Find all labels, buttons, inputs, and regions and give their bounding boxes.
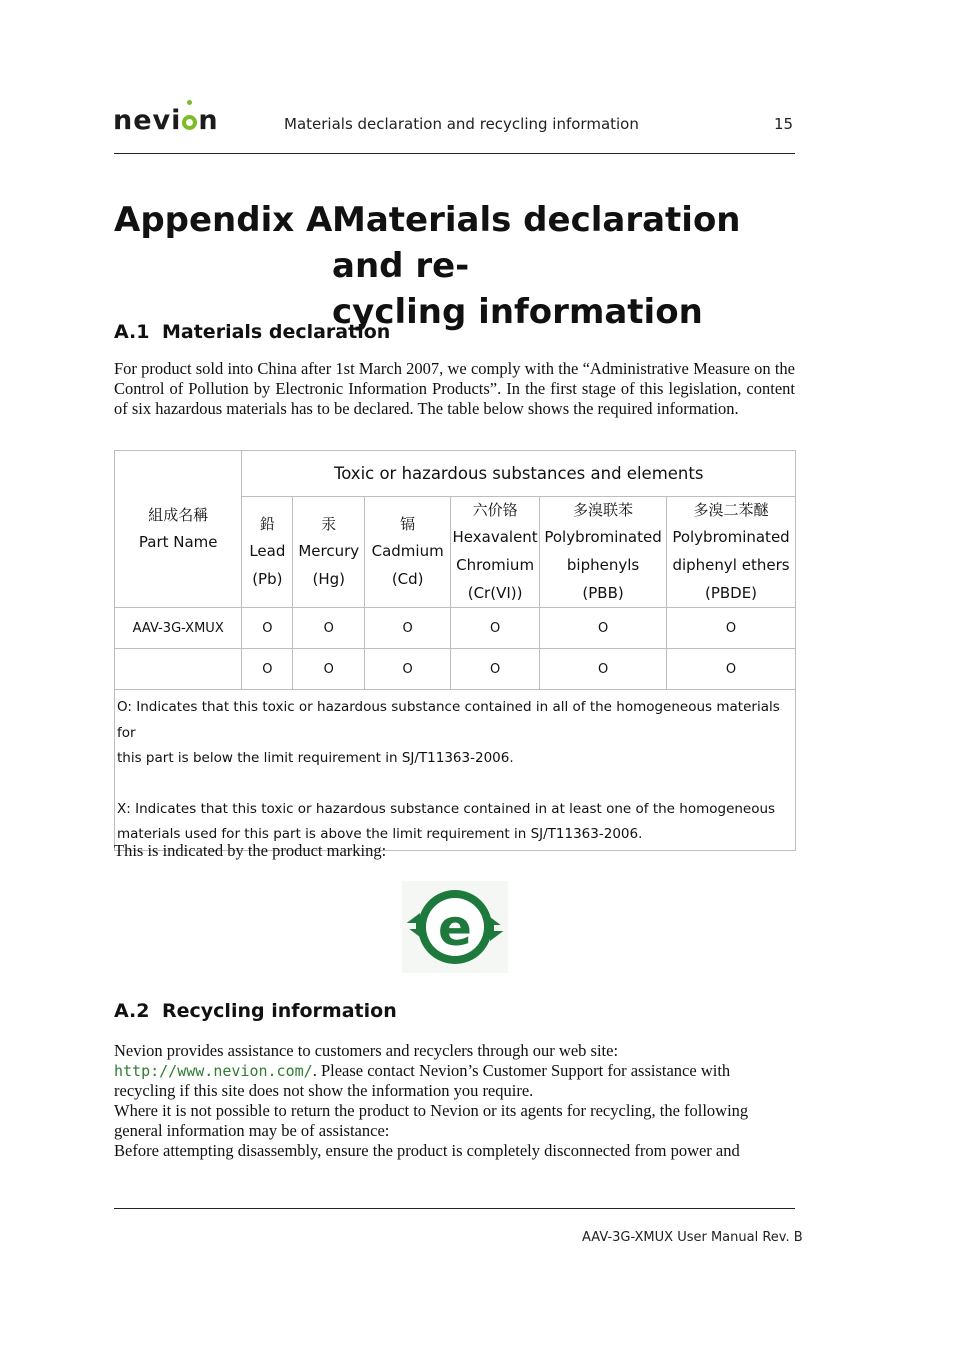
recycling-line: . Please contact Nevion’s Customer Support for assistance with <box>312 1061 731 1080</box>
logo-text-left: nevi <box>113 105 182 136</box>
substance-header: 汞 Mercury (Hg) <box>293 497 365 608</box>
logo-text-right: n <box>198 105 219 136</box>
substance-header: 镉 Cadmium (Cd) <box>365 497 451 608</box>
materials-paragraph: For product sold into China after 1st March 2007, we comply with the “Administrative Measure on the Control of Pollution by Electronic Information Products”. In the first stage of this legislation, content of six hazardous materials has to be declared. The table below shows the required information. <box>114 359 795 418</box>
page-number: 15 <box>774 115 794 133</box>
nevion-website-link[interactable]: http://www.nevion.com/ <box>114 1062 313 1080</box>
substance-header: 六价铬 Hexavalent Chromium (Cr(VI)) <box>451 497 540 608</box>
value-cell: O <box>540 608 667 649</box>
value-cell: O <box>242 649 293 690</box>
note-x-line1: X: Indicates that this toxic or hazardous substance contained in at least one of the homogeneous <box>117 800 776 817</box>
table-notes <box>115 690 796 851</box>
chapter-title-line1: Materials declaration and re- <box>332 200 741 286</box>
recycling-line: Where it is not possible to return the product to Nevion or its agents for recycling, the following <box>114 1101 749 1120</box>
recycling-line: Before attempting disassembly, ensure the product is completely disconnected from power and <box>114 1141 740 1160</box>
substance-header: 多溴二苯醚 Polybrominated diphenyl ethers (PBDE) <box>667 497 796 608</box>
value-cell: O <box>365 649 451 690</box>
substance-header: 多溴联苯 Polybrominated biphenyls (PBB) <box>540 497 667 608</box>
marking-text: This is indicated by the product marking: <box>114 841 387 860</box>
header-rule <box>114 153 795 154</box>
svg-text:e: e <box>438 899 472 957</box>
value-cell: O <box>293 649 365 690</box>
section-heading-a1 <box>114 321 390 343</box>
chapter-title <box>332 197 812 335</box>
value-cell: O <box>451 608 540 649</box>
appendix-label: Appendix A <box>114 200 333 240</box>
note-x-line2: materials used for this part is above the limit requirement in SJ/T11363-2006. <box>117 826 643 842</box>
part-name-cn: 組成名稱 <box>148 506 209 524</box>
eco-e-recycling-mark-icon <box>402 881 508 973</box>
hazardous-substances-table <box>114 450 796 851</box>
recycling-line: recycling if this site does not show the information you require. <box>114 1081 534 1100</box>
part-cell: AAV-3G-XMUX <box>115 608 242 649</box>
section-number: A.2 <box>114 1000 150 1022</box>
recycling-line: Nevion provides assistance to customers and recyclers through our web site: <box>114 1041 619 1060</box>
value-cell: O <box>667 608 796 649</box>
part-name-en: Part Name <box>138 533 218 551</box>
value-cell: O <box>242 608 293 649</box>
value-cell: O <box>451 649 540 690</box>
table-row <box>115 649 796 690</box>
recycling-paragraph <box>114 1041 795 1161</box>
section-heading-a2 <box>114 1000 397 1022</box>
substances-group-header: Toxic or hazardous substances and elements <box>242 451 796 497</box>
recycling-line: general information may be of assistance: <box>114 1121 390 1140</box>
footer-text: AAV-3G-XMUX User Manual Rev. B <box>582 1230 803 1245</box>
section-title: Materials declaration <box>162 321 391 343</box>
note-o-line1: O: Indicates that this toxic or hazardous substance contained in all of the homogeneous materials for <box>117 699 780 741</box>
value-cell: O <box>293 608 365 649</box>
footer-rule <box>114 1208 795 1209</box>
chapter-title-line2: cycling information <box>332 292 703 332</box>
section-title: Recycling information <box>162 1000 397 1022</box>
value-cell: O <box>365 608 451 649</box>
table-row <box>115 608 796 649</box>
value-cell: O <box>540 649 667 690</box>
part-cell <box>115 649 242 690</box>
value-cell: O <box>667 649 796 690</box>
note-o-line2: this part is below the limit requirement in SJ/T11363-2006. <box>117 750 514 766</box>
running-header-title: Materials declaration and recycling information <box>284 115 639 133</box>
substance-header: 鉛 Lead (Pb) <box>242 497 293 608</box>
logo-o-mark <box>181 104 198 138</box>
section-number: A.1 <box>114 321 150 343</box>
nevion-logo <box>113 104 219 138</box>
part-name-header <box>115 451 242 608</box>
